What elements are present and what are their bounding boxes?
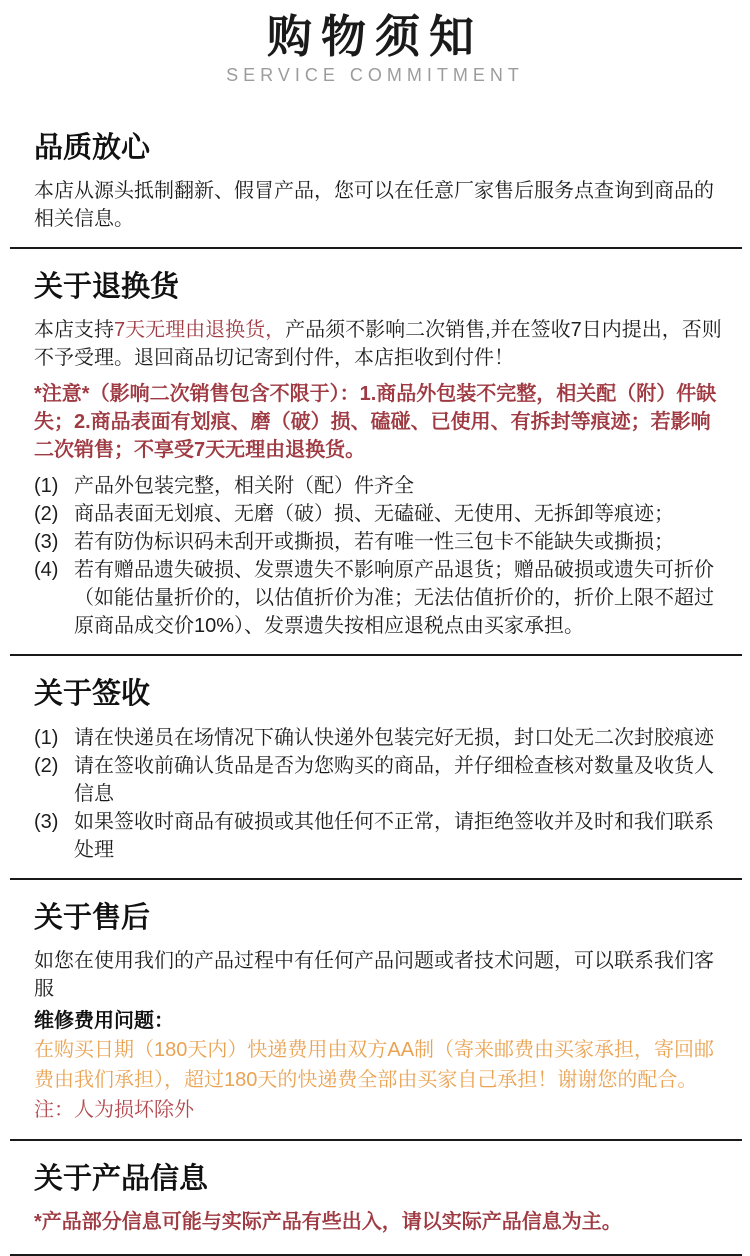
list-item-text: 如果签收时商品有破损或其他任何不正常，请拒绝签收并及时和我们联系处理	[74, 810, 714, 861]
aftersale-body: 如您在使用我们的产品过程中有任何产品问题或者技术问题，可以联系我们客服	[34, 949, 714, 1000]
section-divider	[10, 878, 742, 880]
section-returns	[0, 271, 750, 640]
list-item	[34, 500, 722, 528]
page-title: 购物须知	[266, 11, 483, 62]
repair-fee-body: 在购买日期（180天内）快递费用由双方AA制（寄来邮费由买家承担，寄回邮费由我们承担），超过180天的快递费全部由买家自己承担！谢谢您的配合。	[34, 1038, 715, 1091]
repair-fee-note: 注：人为损坏除外	[34, 1098, 194, 1121]
section-signing	[0, 678, 750, 863]
list-item-text: 产品外包装完整，相关附（配）件齐全	[74, 475, 414, 498]
section-signing-title: 关于签收	[34, 678, 151, 711]
list-item-text: 若有防伪标识码未刮开或撕损，若有唯一性三包卡不能缺失或撕损；	[74, 531, 674, 554]
list-item-text: 请在签收前确认货品是否为您购买的商品，并仔细检查核对数量及收货人信息	[74, 754, 714, 805]
list-item-text: 若有赠品遗失破损、发票遗失不影响原产品退货；赠品破损或遗失可折价（如能估量折价的，以估值折价为准；无法估值折价的，折价上限不超过原商品成交价10%）、发票遗失按相应退税点由买家承担。	[74, 559, 714, 638]
section-quality	[0, 132, 750, 233]
repair-fee-label: 维修费用问题：	[34, 1009, 174, 1032]
section-aftersale-title: 关于售后	[34, 901, 151, 934]
section-divider	[10, 1139, 742, 1141]
section-product-info	[0, 1163, 750, 1240]
page-subtitle: SERVICE COMMITMENT	[226, 64, 524, 85]
signing-list	[34, 724, 722, 864]
section-divider	[10, 654, 742, 656]
section-aftersale	[0, 902, 750, 1125]
returns-notice: *注意*（影响二次销售包含不限于）：1.商品外包装不完整，相关配（附）件缺失；2.商品表面有划痕、磨（破）损、磕碰、已使用、有拆封等痕迹；若影响二次销售；不享受7天无理由退换货。	[34, 383, 717, 462]
returns-intro-rest: 产品须不影响二次销售,并在签收7日内提出，否则不予受理。退回商品切记寄到付件，本店拒收到付件！	[34, 319, 722, 370]
list-item-marker: (1)	[34, 475, 59, 498]
list-item-marker: (2)	[34, 754, 59, 777]
section-quality-body: 本店从源头抵制翻新、假冒产品，您可以在任意厂家售后服务点查询到商品的相关信息。	[34, 179, 714, 230]
section-product-info-title: 关于产品信息	[34, 1162, 209, 1195]
page-header	[0, 0, 750, 86]
returns-list	[34, 472, 722, 640]
list-item	[34, 528, 722, 556]
section-returns-intro	[34, 316, 722, 372]
section-quality-title: 品质放心	[34, 131, 151, 164]
list-item-marker: (3)	[34, 810, 59, 833]
returns-intro-highlight: 7天无理由退换货，	[114, 319, 286, 342]
list-item	[34, 724, 722, 752]
section-returns-title: 关于退换货	[34, 270, 180, 303]
list-item-marker: (3)	[34, 531, 59, 554]
list-item-marker: (4)	[34, 559, 59, 582]
list-item	[34, 472, 722, 500]
list-item-text: 商品表面无划痕、无磨（破）损、无磕碰、无使用、无拆卸等痕迹；	[74, 503, 674, 526]
repair-fee-text	[34, 1035, 722, 1125]
list-item-text: 请在快递员在场情况下确认快递外包装完好无损，封口处无二次封胶痕迹	[74, 726, 714, 749]
list-item	[34, 556, 722, 640]
list-item	[34, 808, 722, 864]
list-item-marker: (2)	[34, 503, 59, 526]
section-divider	[10, 247, 742, 249]
list-item-marker: (1)	[34, 726, 59, 749]
product-info-note: *产品部分信息可能与实际产品有些出入，请以实际产品信息为主。	[34, 1211, 622, 1234]
returns-intro-prefix: 本店支持	[34, 319, 114, 342]
list-item	[34, 752, 722, 808]
